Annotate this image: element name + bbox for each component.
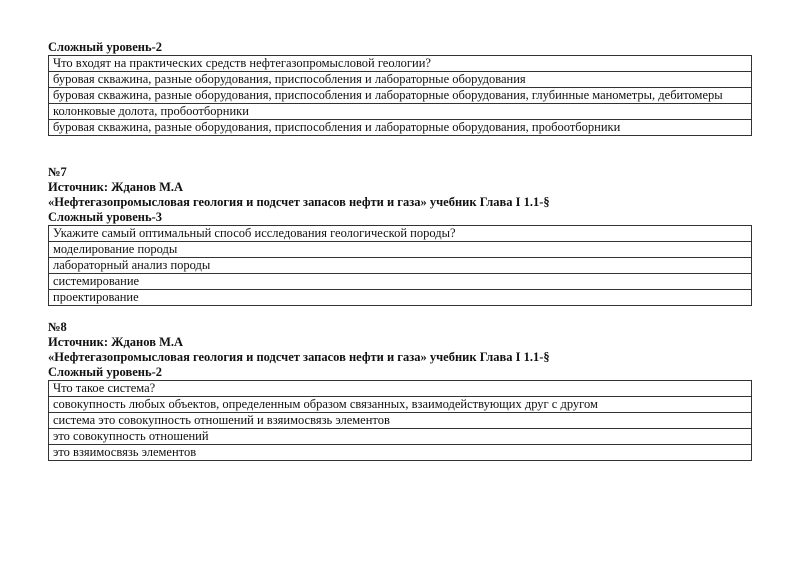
answer-option: система это совокупность отношений и взяимосвязь элементов bbox=[49, 413, 752, 429]
answer-option: совокупность любых объектов, определенным образом связанных, взаимодействующих друг с другом bbox=[49, 397, 752, 413]
answer-row bbox=[49, 445, 752, 461]
answer-option: лабораторный анализ породы bbox=[49, 258, 752, 274]
answer-row bbox=[49, 120, 752, 136]
book-reference: «Нефтегазопромысловая геология и подсчет запасов нефти и газа» учебник Глава I 1.1-§ bbox=[48, 195, 550, 209]
answer-row bbox=[49, 258, 752, 274]
question-table bbox=[48, 380, 752, 461]
question-row bbox=[49, 56, 752, 72]
answer-option: буровая скважина, разные оборудования, приспособления и лабораторные оборудования, пробоотборники bbox=[49, 120, 752, 136]
question-table bbox=[48, 225, 752, 306]
question-number: №8 bbox=[48, 320, 67, 334]
answer-row bbox=[49, 429, 752, 445]
answer-row bbox=[49, 290, 752, 306]
question-block-8 bbox=[48, 320, 752, 461]
answer-option: системирование bbox=[49, 274, 752, 290]
answer-option: буровая скважина, разные оборудования, приспособления и лабораторные оборудования bbox=[49, 72, 752, 88]
answer-option: это совокупность отношений bbox=[49, 429, 752, 445]
answer-row bbox=[49, 242, 752, 258]
answer-option: моделирование породы bbox=[49, 242, 752, 258]
answer-row bbox=[49, 274, 752, 290]
answer-row bbox=[49, 413, 752, 429]
answer-option: буровая скважина, разные оборудования, приспособления и лабораторные оборудования, глубинные манометры, дебитомеры bbox=[49, 88, 752, 104]
answer-option: это взяимосвязь элементов bbox=[49, 445, 752, 461]
question-row bbox=[49, 381, 752, 397]
question-block-6 bbox=[48, 40, 752, 136]
question-number: №7 bbox=[48, 165, 67, 179]
answer-option: колонковые долота, пробоотборники bbox=[49, 104, 752, 120]
difficulty-level: Сложный уровень-3 bbox=[48, 210, 162, 224]
question-text: Укажите самый оптимальный способ исследования геологической породы? bbox=[49, 226, 752, 242]
question-text: Что такое система? bbox=[49, 381, 752, 397]
answer-option: проектирование bbox=[49, 290, 752, 306]
question-text: Что входят на практических средств нефтегазопромысловой геологии? bbox=[49, 56, 752, 72]
question-row bbox=[49, 226, 752, 242]
answer-row bbox=[49, 72, 752, 88]
source-line: Источник: Жданов М.А bbox=[48, 335, 184, 349]
book-reference: «Нефтегазопромысловая геология и подсчет запасов нефти и газа» учебник Глава I 1.1-§ bbox=[48, 350, 550, 364]
difficulty-level: Сложный уровень-2 bbox=[48, 40, 162, 54]
answer-row bbox=[49, 397, 752, 413]
question-block-7 bbox=[48, 165, 752, 306]
difficulty-level: Сложный уровень-2 bbox=[48, 365, 162, 379]
answer-row bbox=[49, 104, 752, 120]
question-table bbox=[48, 55, 752, 136]
answer-row bbox=[49, 88, 752, 104]
source-line: Источник: Жданов М.А bbox=[48, 180, 184, 194]
